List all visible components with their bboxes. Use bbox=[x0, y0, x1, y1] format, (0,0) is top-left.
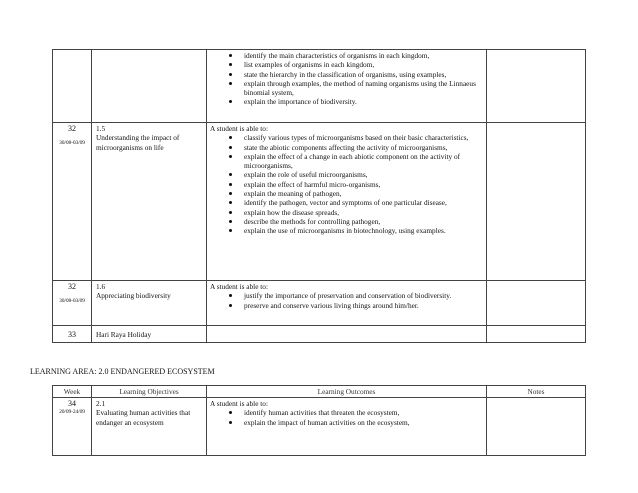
header-row bbox=[53, 386, 586, 398]
outcomes-cell bbox=[207, 281, 487, 326]
outcomes-cell bbox=[207, 398, 487, 456]
outcome-item: explain how the disease spreads, bbox=[210, 208, 484, 217]
table-row bbox=[53, 326, 586, 343]
learning-area-heading: LEARNING AREA: 2.0 ENDANGERED ECOSYSTEM bbox=[30, 367, 215, 376]
holiday-text: Hari Raya Holiday bbox=[96, 329, 152, 339]
objective-cell bbox=[92, 50, 207, 123]
outcome-item: describe the methods for controlling pathogen, bbox=[210, 217, 484, 226]
objective-text: Appreciating biodiversity bbox=[96, 291, 171, 301]
outcome-item: explain the meaning of pathogen, bbox=[210, 189, 484, 198]
outcome-item: explain the impact of human activities on the ecosystem, bbox=[210, 418, 484, 427]
week-date: 20/09-24/09 bbox=[59, 409, 85, 415]
outcomes-list bbox=[210, 291, 484, 310]
week-cell bbox=[53, 281, 92, 326]
table-row bbox=[53, 281, 586, 326]
outcome-item: explain the use of microorganisms in biotechnology, using examples. bbox=[210, 226, 484, 235]
outcomes-list bbox=[210, 133, 484, 235]
outcome-item: state the hierarchy in the classification of organisms, using examples, bbox=[210, 70, 484, 79]
notes-cell bbox=[487, 398, 586, 456]
outcome-item: explain the effect of a change in each abiotic component on the activity of microorganisms, bbox=[210, 152, 484, 171]
week-number: 32 bbox=[68, 124, 76, 133]
scheme-of-work-table bbox=[52, 49, 586, 343]
outcome-item: identify the pathogen, vector and symptoms of one particular disease, bbox=[210, 198, 484, 207]
outcomes-cell bbox=[207, 50, 487, 123]
objective-number: 1.5 bbox=[96, 124, 106, 133]
outcome-item: explain the role of useful microorganisms, bbox=[210, 170, 484, 179]
outcome-item: identify the main characteristics of organisms in each kingdom, bbox=[210, 51, 484, 60]
notes-cell bbox=[487, 281, 586, 326]
outcome-item: classify various types of microorganisms based on their basic characteristics, bbox=[210, 133, 484, 142]
outcomes-cell bbox=[207, 123, 487, 281]
outcomes-cell bbox=[207, 326, 487, 343]
notes-cell bbox=[487, 326, 586, 343]
table-row bbox=[53, 50, 586, 123]
outcome-item: identify human activities that threaten the ecosystem, bbox=[210, 408, 484, 417]
outcomes-intro: A student is able to: bbox=[210, 399, 268, 408]
objective-number: 1.6 bbox=[96, 282, 106, 291]
notes-cell bbox=[487, 123, 586, 281]
outcomes-list bbox=[210, 51, 484, 107]
week-number: 34 bbox=[68, 399, 76, 408]
week-cell bbox=[53, 50, 92, 123]
week-date: 30/08-03/09 bbox=[59, 298, 85, 304]
notes-cell bbox=[487, 50, 586, 123]
outcome-item: explain the effect of harmful micro-organisms, bbox=[210, 180, 484, 189]
header-week: Week bbox=[53, 386, 92, 398]
scheme-of-work-table bbox=[52, 385, 586, 456]
outcomes-intro: A student is able to: bbox=[210, 124, 268, 133]
week-cell bbox=[53, 326, 92, 343]
week-date: 30/08-03/09 bbox=[59, 140, 85, 146]
outcome-item: preserve and conserve various living things around him/her. bbox=[210, 301, 484, 310]
week-number: 33 bbox=[68, 329, 76, 339]
outcome-item: state the abiotic components affecting the activity of microorganisms, bbox=[210, 143, 484, 152]
holiday-cell bbox=[92, 326, 207, 343]
outcomes-intro: A student is able to: bbox=[210, 282, 268, 291]
table-row bbox=[53, 123, 586, 281]
table-row bbox=[53, 398, 586, 456]
objective-cell bbox=[92, 398, 207, 456]
header-outcomes: Learning Outcomes bbox=[207, 386, 487, 398]
week-cell bbox=[53, 123, 92, 281]
outcome-item: list examples of organisms in each kingdom, bbox=[210, 60, 484, 69]
header-objectives: Learning Objectives bbox=[92, 386, 207, 398]
outcome-item: justify the importance of preservation and conservation of biodiversity. bbox=[210, 291, 484, 300]
outcome-item: explain the importance of biodiversity. bbox=[210, 97, 484, 106]
outcomes-list bbox=[210, 408, 484, 427]
objective-cell bbox=[92, 281, 207, 326]
objective-text: Understanding the impact of microorganisms on life bbox=[96, 133, 180, 152]
objective-number: 2.1 bbox=[96, 399, 106, 408]
week-cell bbox=[53, 398, 92, 456]
objective-cell bbox=[92, 123, 207, 281]
header-notes: Notes bbox=[487, 386, 586, 398]
outcome-item: explain through examples, the method of naming organisms using the Linnaeus binomial system, bbox=[210, 79, 484, 98]
week-number: 32 bbox=[68, 282, 76, 291]
objective-text: Evaluating human activities that endanger an ecosystem bbox=[96, 408, 191, 427]
